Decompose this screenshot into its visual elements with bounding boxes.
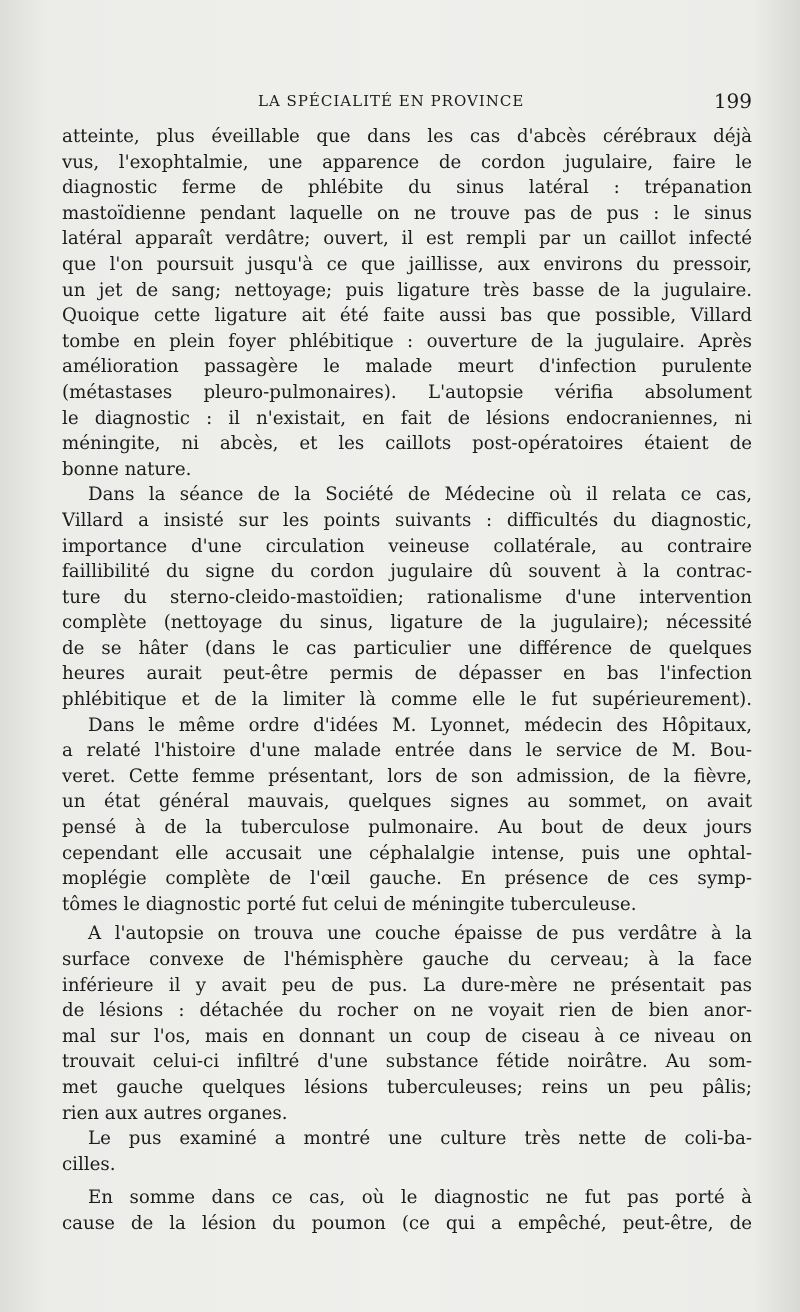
text-line: de lésions : détachée du rocher on ne voyait rien de bien anor- — [62, 1000, 752, 1022]
page-number: 199 — [713, 89, 752, 113]
text-line: mal sur l'os, mais en donnant un coup de ciseau à ce niveau on — [62, 1025, 752, 1047]
text-line: pensé à de la tuberculose pulmonaire. Au bout de deux jours — [62, 817, 752, 839]
paragraph — [62, 921, 752, 1126]
text-line: trouvait celui-ci infiltré d'une substance fétide noirâtre. Au som- — [62, 1051, 752, 1073]
text-line: bonne nature. — [62, 458, 192, 480]
text-line: Dans la séance de la Société de Médecine où il relata ce cas, — [88, 484, 752, 506]
text-line: faillibilité du signe du cordon jugulaire dû souvent à la contrac- — [62, 561, 752, 583]
text-line: (métastases pleuro-pulmonaires). L'autopsie vérifia absolument — [62, 381, 752, 403]
text-line: cependant elle accusait une céphalalgie intense, puis une ophtal- — [62, 842, 752, 864]
running-title: LA SPÉCIALITÉ EN PROVINCE — [258, 92, 525, 110]
text-line: phlébitique et de la limiter là comme elle le fut supérieurement). — [62, 689, 752, 711]
page-header — [62, 89, 752, 120]
text-line: complète (nettoyage du sinus, ligature de la jugulaire); nécessité — [62, 612, 752, 634]
text-line: rien aux autres organes. — [62, 1102, 288, 1124]
text-line: Dans le même ordre d'idées M. Lyonnet, médecin des Hôpitaux, — [88, 714, 752, 736]
text-line: inférieure il y avait peu de pus. La dure-mère ne présentait pas — [62, 974, 752, 996]
text-line: En somme dans ce cas, où le diagnostic ne fut pas porté à — [88, 1187, 752, 1209]
text-line: cause de la lésion du poumon (ce qui a empêché, peut-être, de — [62, 1212, 752, 1234]
text-line: diagnostic ferme de phlébite du sinus latéral : trépanation — [62, 177, 752, 199]
text-line: le diagnostic : il n'existait, en fait de lésions endocraniennes, ni — [62, 407, 752, 429]
text-line: cilles. — [62, 1153, 116, 1175]
text-line: un jet de sang; nettoyage; puis ligature très basse de la jugulaire. — [62, 279, 752, 301]
text-line: Le pus examiné a montré une culture très nette de coli-ba- — [88, 1128, 752, 1150]
text-line: veret. Cette femme présentant, lors de son admission, de la fièvre, — [62, 765, 752, 787]
paragraph — [62, 1185, 752, 1236]
text-line: mastoïdienne pendant laquelle on ne trouve pas de pus : le sinus — [62, 202, 752, 224]
text-line: moplégie complète de l'œil gauche. En présence de ces symp- — [62, 868, 752, 890]
text-line: que l'on poursuit jusqu'à ce que jaillisse, aux environs du pressoir, — [62, 253, 752, 275]
text-line: de se hâter (dans le cas particulier une différence de quelques — [62, 637, 752, 659]
text-line: latéral apparaît verdâtre; ouvert, il est rempli par un caillot infecté — [62, 228, 752, 250]
text-line: un état général mauvais, quelques signes au sommet, on avait — [62, 791, 752, 813]
text-line: heures aurait peut-être permis de dépasser en bas l'infection — [62, 663, 752, 685]
text-line: surface convexe de l'hémisphère gauche du cerveau; à la face — [62, 949, 752, 970]
text-line: Villard a insisté sur les points suivants : difficultés du diagnostic, — [62, 509, 752, 531]
text-line: tombe en plein foyer phlébitique : ouverture de la jugulaire. Après — [62, 330, 752, 352]
text-line: amélioration passagère le malade meurt d'infection purulente — [62, 356, 752, 378]
text-line: vus, l'exophtalmie, une apparence de cordon jugulaire, faire le — [62, 151, 752, 173]
paragraph — [62, 713, 752, 918]
page-body — [62, 124, 752, 1237]
paragraph — [62, 124, 752, 482]
text-line: atteinte, plus éveillable que dans les cas d'abcès cérébraux déjà — [62, 126, 752, 147]
paragraph — [62, 1126, 752, 1177]
text-line: A l'autopsie on trouva une couche épaisse de pus verdâtre à la — [88, 923, 752, 945]
text-line: ture du sterno-cleido-mastoïdien; rationalisme d'une intervention — [62, 586, 752, 608]
text-line: méningite, ni abcès, et les caillots post-opératoires étaient de — [62, 433, 752, 455]
text-line: Quoique cette ligature ait été faite aussi bas que possible, Villard — [62, 305, 752, 327]
paragraph — [62, 482, 752, 712]
text-line: a relaté l'histoire d'une malade entrée dans le service de M. Bou- — [62, 740, 752, 762]
text-line: tômes le diagnostic porté fut celui de méningite tuberculeuse. — [62, 893, 637, 915]
text-line: importance d'une circulation veineuse collatérale, au contraire — [62, 535, 752, 557]
text-line: met gauche quelques lésions tuberculeuses; reins un peu pâlis; — [62, 1076, 752, 1098]
